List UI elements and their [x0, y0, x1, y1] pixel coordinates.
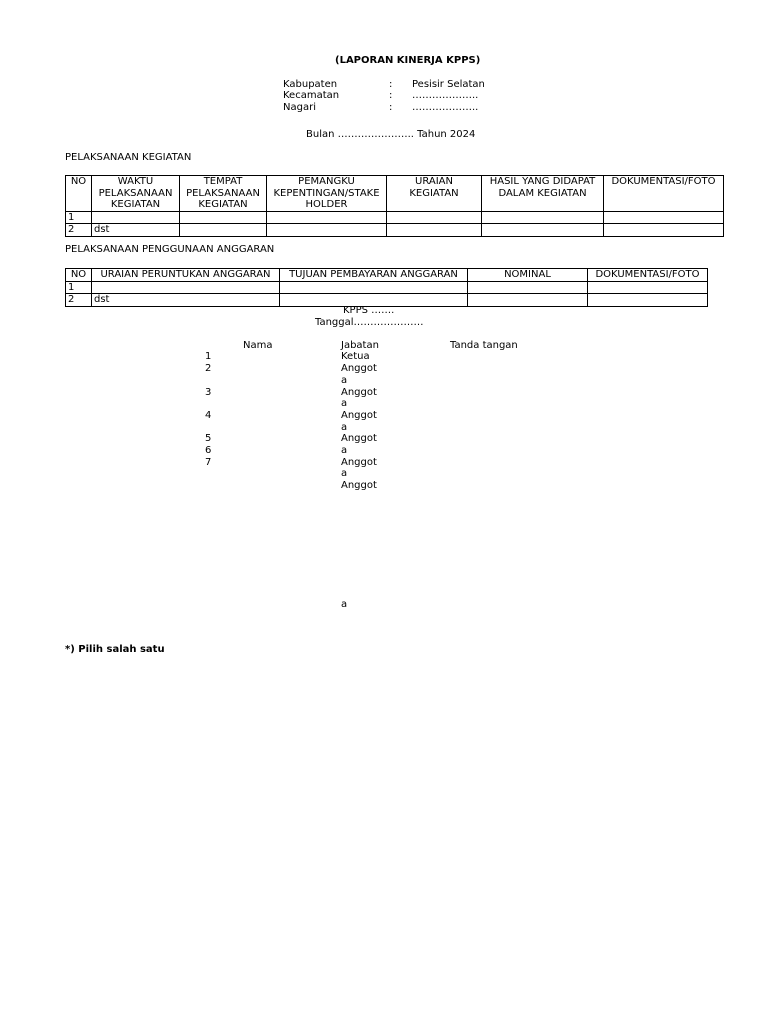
- stray-letter: a: [341, 599, 348, 610]
- header-sep-kabupaten: :: [389, 79, 393, 90]
- budget-table: [65, 268, 708, 307]
- cell: [387, 211, 482, 224]
- jabatan-line: a: [341, 445, 348, 456]
- cell-no: 1: [66, 211, 92, 224]
- col-no: NO: [66, 176, 92, 212]
- cell-waktu: dst: [92, 224, 180, 237]
- header-value-nagari: ………………..: [412, 102, 479, 113]
- header-sep-nagari: :: [389, 102, 393, 113]
- table-row: [66, 224, 724, 237]
- jabatan-line: a: [341, 398, 348, 409]
- list-item-number: 4: [205, 410, 212, 421]
- cell: [468, 281, 588, 294]
- cell: [482, 224, 604, 237]
- col-pemangku: PEMANGKU KEPENTINGAN/STAKE HOLDER: [267, 176, 387, 212]
- jabatan-line: Anggot: [341, 480, 377, 491]
- col-no: NO: [66, 269, 92, 282]
- header-value-kecamatan: ………………..: [412, 90, 479, 101]
- col-uraian: URAIAN KEGIATAN: [387, 176, 482, 212]
- jabatan-line: a: [341, 375, 348, 386]
- table-row: [66, 281, 708, 294]
- header-sep-kecamatan: :: [389, 90, 393, 101]
- jabatan-line: Anggot: [341, 363, 377, 374]
- jabatan-line: Anggot: [341, 387, 377, 398]
- list-item-number: 6: [205, 445, 212, 456]
- cell: [280, 281, 468, 294]
- cell: [604, 211, 724, 224]
- budget-table-header: [66, 269, 708, 282]
- header-label-kecamatan: Kecamatan: [283, 90, 340, 101]
- document-title: (LAPORAN KINERJA KPPS): [335, 55, 481, 66]
- kpps-line: KPPS …….: [343, 305, 395, 316]
- cell: [180, 211, 267, 224]
- col-tanda-heading: Tanda tangan: [450, 340, 518, 351]
- cell: [180, 224, 267, 237]
- cell: [588, 281, 708, 294]
- footnote: *) Pilih salah satu: [65, 644, 165, 655]
- list-item-number: 2: [205, 363, 212, 374]
- activity-table-header: [66, 176, 724, 212]
- header-label-kabupaten: Kabupaten: [283, 79, 338, 90]
- cell: [604, 224, 724, 237]
- header-value-kabupaten: Pesisir Selatan: [412, 79, 485, 90]
- table-row: [66, 211, 724, 224]
- cell-uraian: dst: [92, 294, 280, 307]
- cell-no: 1: [66, 281, 92, 294]
- col-nama-heading: Nama: [243, 340, 273, 351]
- cell-no: 2: [66, 224, 92, 237]
- jabatan-line: Anggot: [341, 433, 377, 444]
- list-item-number: 7: [205, 457, 212, 468]
- cell-uraian: [92, 281, 280, 294]
- col-jabatan-heading: Jabatan: [341, 340, 379, 351]
- col-hasil: HASIL YANG DIDAPAT DALAM KEGIATAN: [482, 176, 604, 212]
- col-nominal: NOMINAL: [468, 269, 588, 282]
- jabatan-line: Anggot: [341, 457, 377, 468]
- col-uraian-peruntukan: URAIAN PERUNTUKAN ANGGARAN: [92, 269, 280, 282]
- section2-heading: PELAKSANAAN PENGGUNAAN ANGGARAN: [65, 244, 275, 255]
- header-label-nagari: Nagari: [283, 102, 316, 113]
- col-dokumentasi: DOKUMENTASI/FOTO: [588, 269, 708, 282]
- cell: [482, 211, 604, 224]
- cell: [468, 294, 588, 307]
- activity-table: [65, 175, 724, 237]
- cell: [267, 211, 387, 224]
- col-tempat: TEMPAT PELAKSANAAN KEGIATAN: [180, 176, 267, 212]
- cell-no: 2: [66, 294, 92, 307]
- list-item-number: 1: [205, 351, 212, 362]
- col-tujuan-pembayaran: TUJUAN PEMBAYARAN ANGGARAN: [280, 269, 468, 282]
- col-dokumentasi: DOKUMENTASI/FOTO: [604, 176, 724, 212]
- list-item-number: 3: [205, 387, 212, 398]
- jabatan-line: a: [341, 468, 348, 479]
- list-item-number: 5: [205, 433, 212, 444]
- jabatan-line: Ketua: [341, 351, 370, 362]
- cell-waktu: [92, 211, 180, 224]
- period-line: Bulan ………………….. Tahun 2024: [306, 129, 476, 140]
- tanggal-line: Tanggal…………………: [315, 317, 424, 328]
- jabatan-line: Anggot: [341, 410, 377, 421]
- cell: [588, 294, 708, 307]
- cell: [267, 224, 387, 237]
- jabatan-line: a: [341, 422, 348, 433]
- col-waktu: WAKTU PELAKSANAAN KEGIATAN: [92, 176, 180, 212]
- section1-heading: PELAKSANAAN KEGIATAN: [65, 152, 192, 163]
- cell: [387, 224, 482, 237]
